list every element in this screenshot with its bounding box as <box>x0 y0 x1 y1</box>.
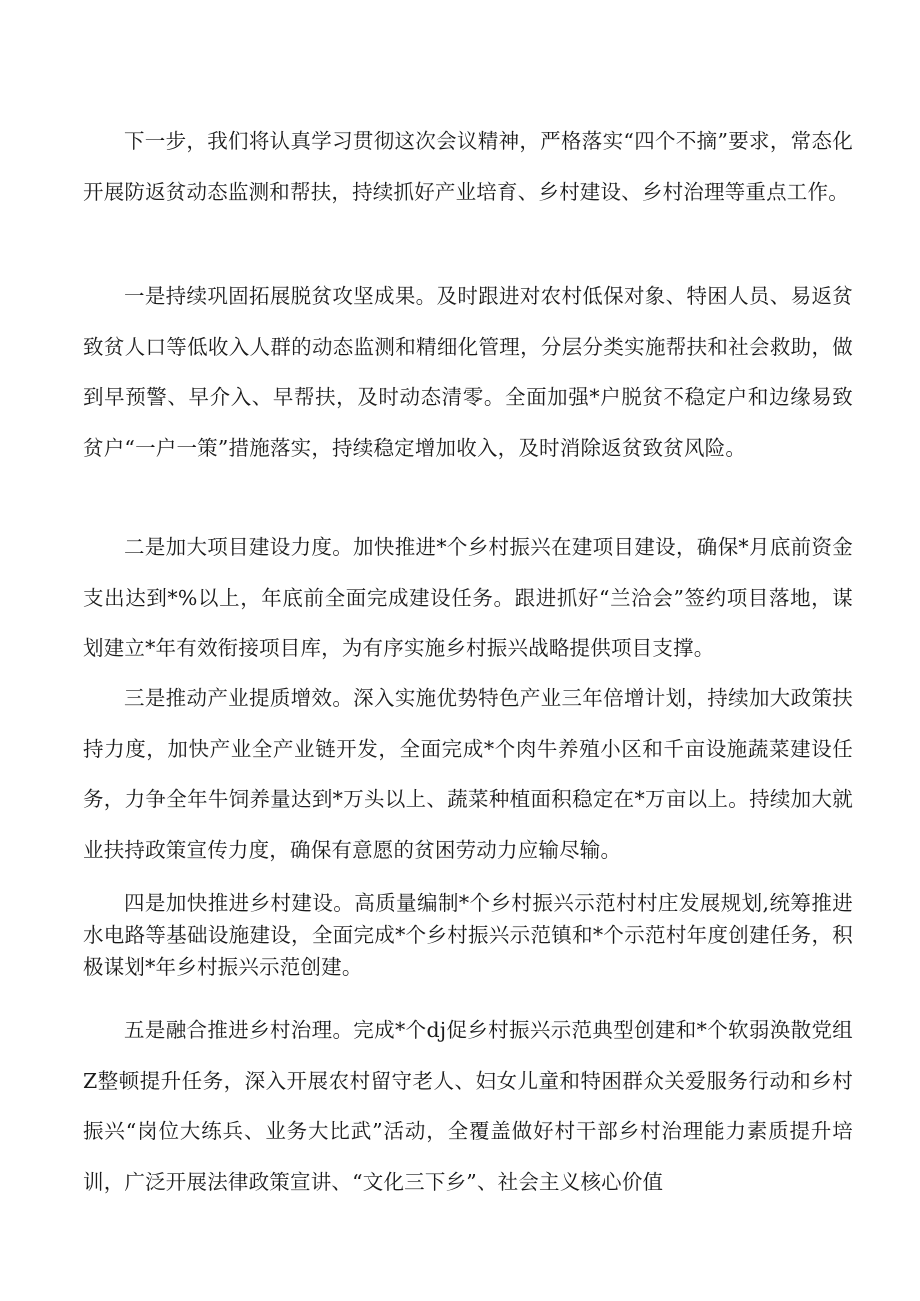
paragraph-rural-governance: 五是融合推进乡村治理。完成*个dj促乡村振兴示范典型创建和*个软弱涣散党组Z整顿提升任务，深入开展农村留守老人、妇女儿童和特困群众关爱服务行动和乡村振兴“岗位大练兵、业务大比武”活动，全覆盖做好村干部乡村治理能力素质提升培训，广泛开展法律政策宣讲、“文化三下乡”、社会主义核心价值 <box>83 1018 853 1194</box>
paragraph-industry-upgrade: 三是推动产业提质增效。深入实施优势特色产业三年倍增计划，持续加大政策扶持力度，加快产业全产业链开发，全面完成*个肉牛养殖小区和千亩设施蔬菜建设任务，力争全年牛饲养量达到*万头以上、蔬菜种植面积稳定在*万亩以上。持续加大就业扶持政策宣传力度，确保有意愿的贫困劳动力应输尽输。 <box>83 686 853 862</box>
paragraph-consolidate-poverty-results: 一是持续巩固拓展脱贫攻坚成果。及时跟进对农村低保对象、特困人员、易返贫致贫人口等低收入人群的动态监测和精细化管理，分层分类实施帮扶和社会救助，做到早预警、早介入、早帮扶，及时动态清零。全面加强*户脱贫不稳定户和边缘易致贫户“一户一策”措施落实，持续稳定增加收入，及时消除返贫致贫风险。 <box>83 284 853 460</box>
paragraph-rural-construction: 四是加快推进乡村建设。高质量编制*个乡村振兴示范村村庄发展规划,统筹推进水电路等基础设施建设，全面完成*个乡村振兴示范镇和*个示范村年度创建任务，积极谋划*年乡村振兴示范创建。 <box>83 891 853 979</box>
paragraph-project-construction: 二是加大项目建设力度。加快推进*个乡村振兴在建项目建设，确保*月底前资金支出达到*%以上，年底前全面完成建设任务。跟进抓好“兰洽会”签约项目落地，谋划建立*年有效衔接项目库，为有序实施乡村振兴战略提供项目支撑。 <box>83 535 853 660</box>
paragraph-next-steps: 下一步，我们将认真学习贯彻这次会议精神，严格落实“四个不摘”要求，常态化开展防返贫动态监测和帮扶，持续抓好产业培育、乡村建设、乡村治理等重点工作。 <box>83 129 853 204</box>
